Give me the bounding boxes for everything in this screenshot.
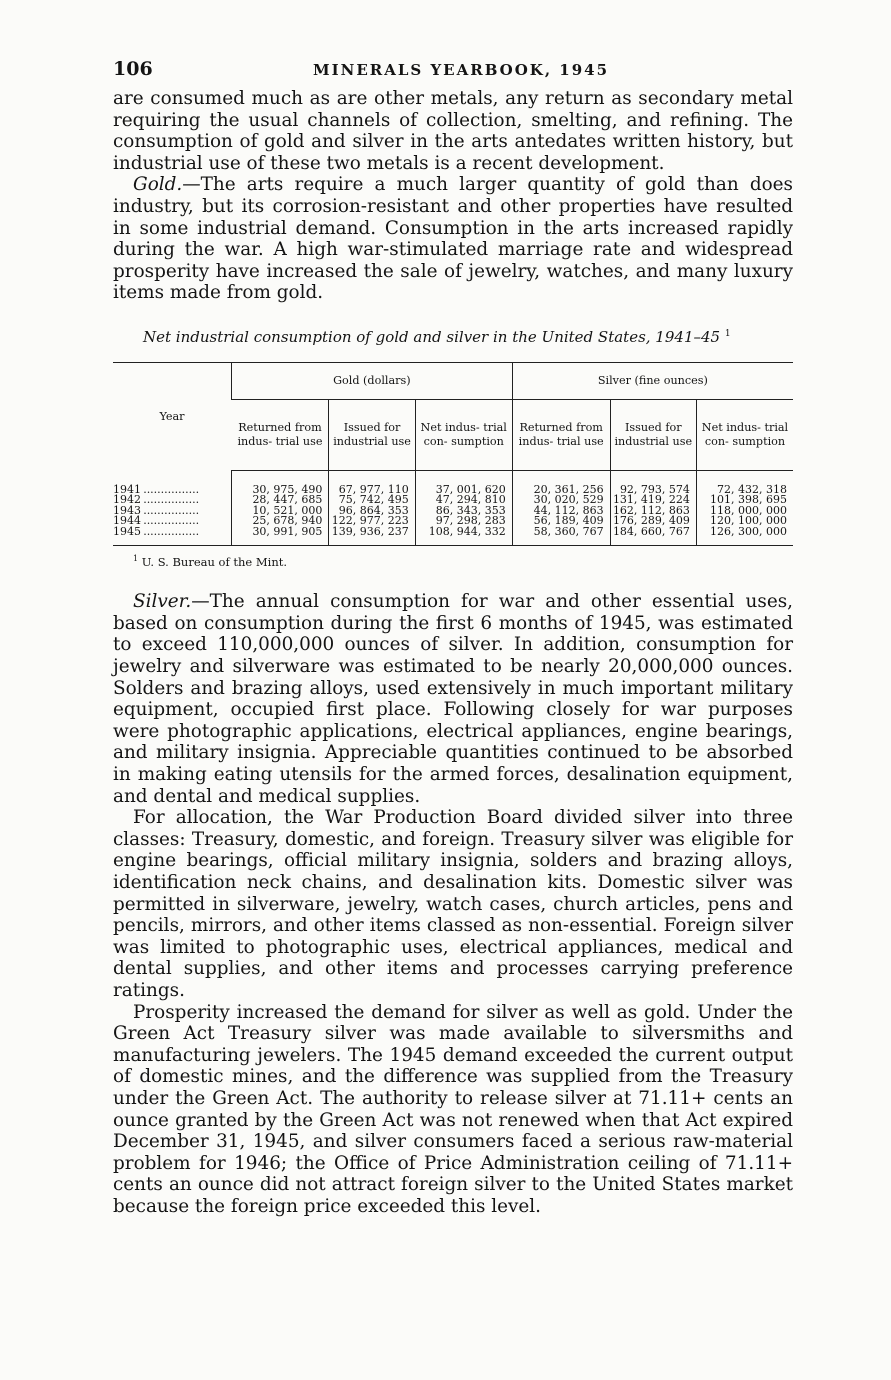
page-number: 106 xyxy=(113,58,153,80)
gold-issued-cell: 122, 977, 223 xyxy=(329,516,415,527)
page-header xyxy=(113,58,793,88)
silver-net-cell: 126, 300, 000 xyxy=(696,527,793,546)
silver-issued-header: Issued for industrial use xyxy=(610,399,696,470)
silver-net-cell: 101, 398, 695 xyxy=(696,495,793,506)
gold-lead: Gold. xyxy=(133,174,183,196)
gold-paragraph xyxy=(113,174,793,304)
footnote-mark: 1 xyxy=(133,554,139,564)
intro-paragraph: are consumed much as are other metals, any return as secondary metal requiring the usual channels of collection, smelting, and refining. The consumption of gold and silver in the arts antedates written history, but industrial use of these two metals is a recent development. xyxy=(113,88,793,174)
gold-group-header: Gold (dollars) xyxy=(232,362,513,399)
silver-paragraph xyxy=(113,591,793,807)
silver-text: —The annual consumption for war and other essential uses, based on consumption during the first 6 months of 1945, was estimated to exceed 110,000,000 ounces of silver. In addition, consumption for jewelry and silverware was estimated to be nearly 20,000,000 ounces. Solders and brazing alloys, used extensively in much important military equipment, occupied first place. Following closely for war purposes were photographic applications, electrical appliances, engine bearings, and military insignia. Appreciable quantities continued to be absorbed in making eating utensils for the armed forces, desalination equipment, and dental and medical supplies. xyxy=(113,591,793,807)
document-page xyxy=(113,58,793,1217)
gold-returned-cell: 28, 447, 685 xyxy=(232,495,329,506)
running-title: MINERALS YEARBOOK, 1945 xyxy=(313,61,610,79)
silver-net-cell: 118, 000, 000 xyxy=(696,506,793,517)
table-caption xyxy=(143,328,793,346)
gold-issued-cell: 67, 977, 110 xyxy=(329,485,415,496)
silver-issued-cell: 176, 289, 409 xyxy=(610,516,696,527)
year-cell: 1942 ................ xyxy=(113,493,200,507)
gold-issued-cell: 139, 936, 237 xyxy=(329,527,415,546)
gold-issued-header: Issued for industrial use xyxy=(329,399,415,470)
gold-net-header: Net indus- trial con- sumption xyxy=(415,399,512,470)
silver-returned-cell: 30, 020, 529 xyxy=(512,495,610,506)
gold-issued-cell: 96, 864, 353 xyxy=(329,506,415,517)
consumption-table xyxy=(113,362,793,547)
silver-issued-cell: 92, 793, 574 xyxy=(610,485,696,496)
silver-net-cell: 72, 432, 318 xyxy=(696,485,793,496)
silver-returned-cell: 56, 189, 409 xyxy=(512,516,610,527)
silver-issued-cell: 162, 112, 863 xyxy=(610,506,696,517)
year-cell: 1945 ................ xyxy=(113,524,200,538)
gold-text: —The arts require a much larger quantity of gold than does industry, but its corrosion-resistant and other properties have resulted in some industrial demand. Consumption in the arts increased rapidly during the war. A high war-stimulated marriage rate and widespread prosperity have increased the sale of jewelry, watches, and many luxury items made from gold. xyxy=(113,174,793,304)
gold-returned-cell: 10, 521, 000 xyxy=(232,506,329,517)
gold-returned-cell: 30, 991, 905 xyxy=(232,527,329,546)
gold-net-cell: 97, 298, 283 xyxy=(415,516,512,527)
prosperity-paragraph: Prosperity increased the demand for silver as well as gold. Under the Green Act Treasury silver was made available to silversmiths and manufacturing jewelers. The 1945 demand exceeded the current output of domestic mines, and the difference was supplied from the Treasury under the Green Act. The authority to release silver at 71.11+ cents an ounce granted by the Green Act was not renewed when that Act expired December 31, 1945, and silver consumers faced a serious raw-material problem for 1946; the Office of Price Administration ceiling of 71.11+ cents an ounce did not attract foreign silver to the United States market because the foreign price exceeded this level. xyxy=(113,1001,793,1217)
table-caption-note: 1 xyxy=(724,328,731,339)
silver-net-header: Net indus- trial con- sumption xyxy=(696,399,793,470)
silver-returned-cell: 44, 112, 863 xyxy=(512,506,610,517)
gold-returned-cell: 30, 975, 490 xyxy=(232,485,329,496)
table-caption-text: Net industrial consumption of gold and silver in the United States, 1941–45 xyxy=(143,327,721,346)
silver-group-header: Silver (fine ounces) xyxy=(512,362,793,399)
gold-net-cell: 108, 944, 332 xyxy=(415,527,512,546)
silver-lead: Silver. xyxy=(133,591,192,613)
allocation-paragraph: For allocation, the War Production Board divided silver into three classes: Treasury, domestic, and foreign. Treasury silver was eligible for engine bearings, official military insignia, solders and brazing alloys, identification neck chains, and desalination kits. Domestic silver was permitted in silverware, jewelry, watch cases, church articles, pens and pencils, mirrors, and other items classed as non-essential. Foreign silver was limited to photographic uses, electrical appliances, medical and dental supplies, and other items and processes carrying preference ratings. xyxy=(113,807,793,1001)
gold-issued-cell: 75, 742, 495 xyxy=(329,495,415,506)
gold-net-cell: 37, 001, 620 xyxy=(415,485,512,496)
year-cell: 1943 ................ xyxy=(113,503,200,517)
gold-returned-header: Returned from indus- trial use xyxy=(232,399,329,470)
year-cell: 1944 ................ xyxy=(113,514,200,528)
table-row xyxy=(113,527,793,546)
silver-issued-cell: 131, 419, 224 xyxy=(610,495,696,506)
silver-issued-cell: 184, 660, 767 xyxy=(610,527,696,546)
footnote-text: U. S. Bureau of the Mint. xyxy=(141,555,288,570)
silver-returned-header: Returned from indus- trial use xyxy=(512,399,610,470)
silver-net-cell: 120, 100, 000 xyxy=(696,516,793,527)
gold-returned-cell: 25, 678, 940 xyxy=(232,516,329,527)
silver-returned-cell: 20, 361, 256 xyxy=(512,485,610,496)
year-header: Year xyxy=(159,410,185,424)
year-cell: 1941 ................ xyxy=(113,482,200,496)
silver-returned-cell: 58, 360, 767 xyxy=(512,527,610,546)
gold-net-cell: 86, 343, 353 xyxy=(415,506,512,517)
table-footnote xyxy=(133,554,793,569)
gold-net-cell: 47, 294, 810 xyxy=(415,495,512,506)
